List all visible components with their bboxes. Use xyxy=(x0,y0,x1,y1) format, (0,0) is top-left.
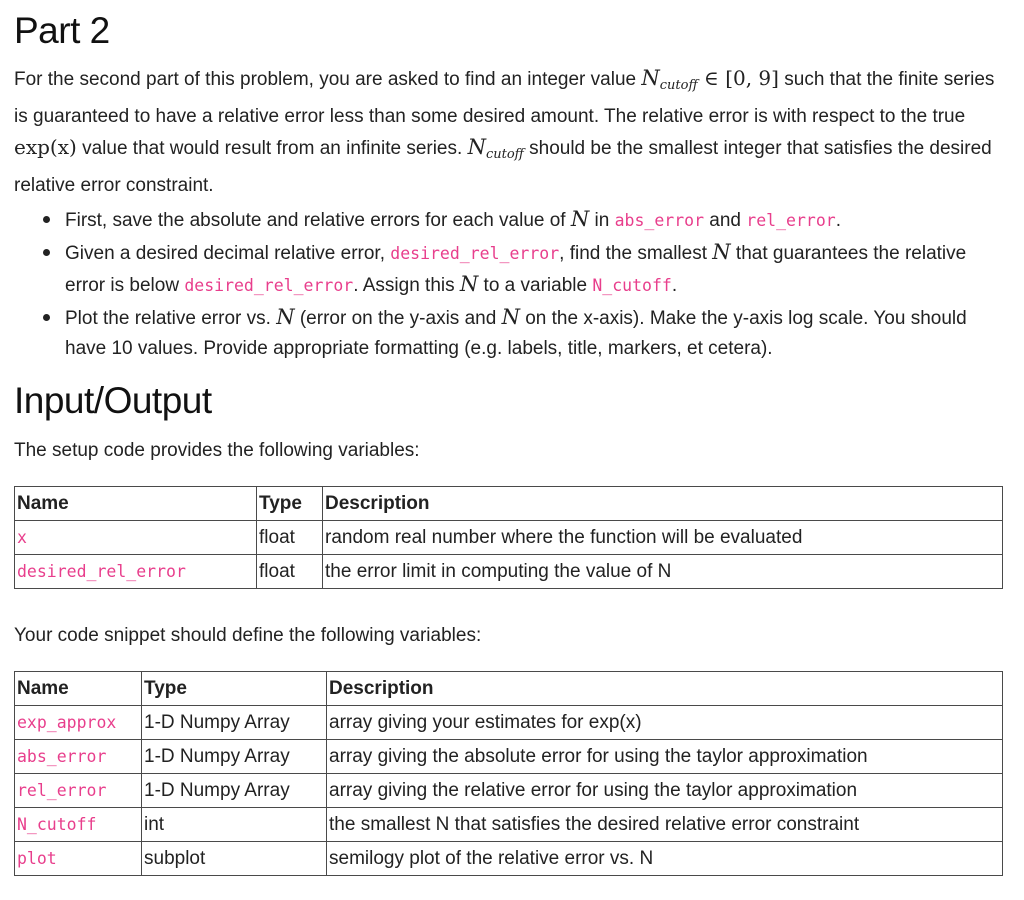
variable-description: the smallest N that satisfies the desired relative error constraint xyxy=(327,808,1003,842)
variable-name: exp_approx xyxy=(17,712,117,732)
variable-name: x xyxy=(17,527,27,547)
table-row xyxy=(15,774,1003,808)
variable-description: random real number where the function will be evaluated xyxy=(323,521,1003,555)
code-desired-rel-error: desired_rel_error xyxy=(390,243,560,263)
list-item: Plot the relative error vs. N (error on the y-axis and N on the x-axis). Make the y-axis log scale. You should have 10 values. Provide appropriate formatting (e.g. labels, title, markers, et cetera). xyxy=(14,302,999,365)
column-header-description: Description xyxy=(327,672,1003,706)
math-n-cutoff: $N_{cutoff}$ xyxy=(467,135,524,162)
table-row xyxy=(15,521,1003,555)
variable-name: N_cutoff xyxy=(17,814,97,834)
math-range: ∈ [0, 9] xyxy=(697,66,779,90)
code-desired-rel-error: desired_rel_error xyxy=(184,276,354,295)
variable-name: abs_error xyxy=(17,746,107,766)
define-intro: Your code snippet should define the following variables: xyxy=(14,625,482,646)
list-item: First, save the absolute and relative errors for each value of N in abs_error and rel_error. xyxy=(14,204,999,237)
column-header-description: Description xyxy=(323,487,1003,521)
table-row xyxy=(15,555,1003,589)
table-header-row xyxy=(15,672,1003,706)
variable-name: plot xyxy=(17,848,57,868)
table-row xyxy=(15,706,1003,740)
variable-type: 1-D Numpy Array xyxy=(142,706,327,740)
variable-description: array giving your estimates for exp(x) xyxy=(327,706,1003,740)
variable-type: 1-D Numpy Array xyxy=(142,774,327,808)
code-rel-error: rel_error xyxy=(746,211,836,230)
setup-variables-table xyxy=(14,486,1003,589)
output-variables-table xyxy=(14,671,1003,876)
column-header-name: Name xyxy=(15,672,142,706)
variable-description: array giving the absolute error for using the taylor approximation xyxy=(327,740,1003,774)
variable-type: subplot xyxy=(142,842,327,876)
intro-paragraph: For the second part of this problem, you are asked to find an integer value $N_{cutoff}$ ∈ [0, 9] such that the finite series is guaranteed to have a relative error less than some desired amount. The relative error is with respect to the true exp(x) value that would result from an infinite series. $N_{cutoff}$ should be the smallest integer that satisfies the desired relative error constraint. xyxy=(14,66,995,196)
variable-description: array giving the relative error for using the taylor approximation xyxy=(327,774,1003,808)
variable-type: float xyxy=(257,521,323,555)
column-header-type: Type xyxy=(257,487,323,521)
variable-name: rel_error xyxy=(17,780,107,800)
variable-type: 1-D Numpy Array xyxy=(142,740,327,774)
task-bullet-list xyxy=(14,204,999,365)
table-header-row xyxy=(15,487,1003,521)
code-n-cutoff: N_cutoff xyxy=(592,276,672,295)
variable-type: float xyxy=(257,555,323,589)
math-n-cutoff: $N_{cutoff}$ xyxy=(641,66,698,93)
part-title: Part 2 xyxy=(14,10,110,51)
table-row xyxy=(15,740,1003,774)
variable-description: the error limit in computing the value of N xyxy=(323,555,1003,589)
math-exp-x: exp(x) xyxy=(14,135,77,159)
variable-type: int xyxy=(142,808,327,842)
code-abs-error: abs_error xyxy=(614,211,705,230)
io-section-title: Input/Output xyxy=(14,380,212,421)
variable-name: desired_rel_error xyxy=(17,561,186,581)
table-row xyxy=(15,808,1003,842)
setup-intro: The setup code provides the following variables: xyxy=(14,440,420,461)
column-header-name: Name xyxy=(15,487,257,521)
table-row xyxy=(15,842,1003,876)
list-item: Given a desired decimal relative error, desired_rel_error, find the smallest N that guarantees the relative error is below desired_rel_error. Assign this N to a variable N_cutoff. xyxy=(14,237,999,302)
column-header-type: Type xyxy=(142,672,327,706)
variable-description: semilogy plot of the relative error vs. N xyxy=(327,842,1003,876)
